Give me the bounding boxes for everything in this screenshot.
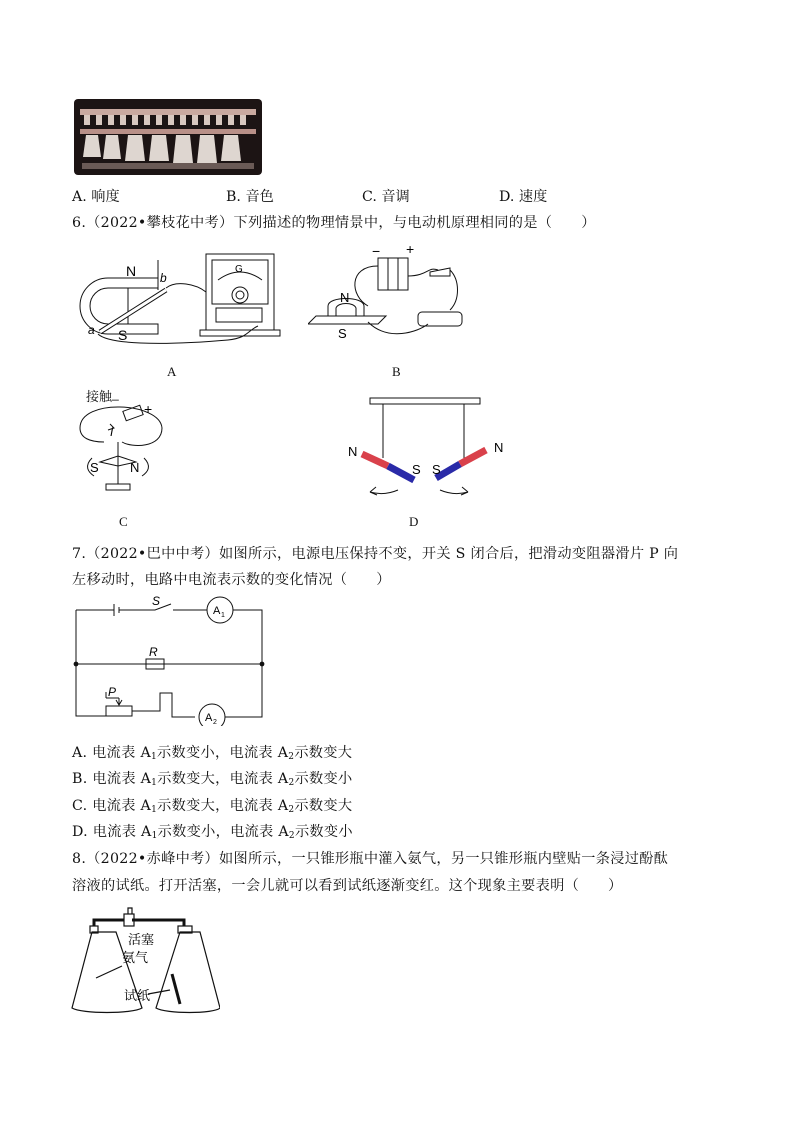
q6a-a-label: a — [88, 323, 95, 337]
q7-option-c: C. 电流表 $A_1$示数变大，电流表 $A_2$示数变大 — [72, 798, 353, 815]
q8-paper-label: 试纸 — [124, 988, 151, 1003]
q7-a2-label: A — [205, 712, 213, 724]
q8-stem-line2: 溶液的试纸。打开活塞，一会儿就可以看到试纸逐渐变红。这个现象主要表明（ ） — [72, 878, 623, 894]
q6c-plus-label: + — [144, 401, 153, 417]
q6b-plus-label: + — [406, 241, 415, 257]
q7-a2-sub: 2 — [213, 719, 217, 726]
q6d-s2-label: S — [432, 462, 441, 477]
q5-option-c: C. 音调 — [362, 189, 410, 205]
q6-stem: 6.（2022•攀枝花中考）下列描述的物理情景中，与电动机原理相同的是（ ） — [72, 215, 596, 231]
q5-option-a: A. 响度 — [72, 189, 120, 205]
q6a-b-label: b — [160, 271, 167, 285]
q6c-s-label: S — [90, 460, 99, 475]
q5-option-b: B. 音色 — [226, 189, 274, 205]
q8-stem-line1: 8.（2022•赤峰中考）如图所示，一只锥形瓶中灌入氨气，另一只锥形瓶内壁贴一条浸过酚酞 — [72, 851, 669, 867]
q6-caption-d: D — [409, 514, 419, 529]
q7-option-d: D. 电流表 $A_1$示数变小，电流表 $A_2$示数变小 — [72, 824, 353, 841]
q6-figure-a — [68, 240, 288, 356]
q7-option-a: A. 电流表 $A_1$示数变小，电流表 $A_2$示数变大 — [72, 745, 353, 762]
q6d-n1-label: N — [348, 444, 358, 459]
q6c-n-label: N — [130, 460, 140, 475]
q7-switch-s-label: S — [152, 596, 161, 608]
q7-option-b: B. 电流表 $A_1$示数变大，电流表 $A_2$示数变小 — [72, 771, 353, 788]
q6d-s1-label: S — [412, 462, 421, 477]
q6a-g-label: G — [235, 264, 243, 275]
q8-valve-label: 活塞 — [128, 932, 155, 947]
q7-stem-line2: 左移动时，电路中电流表示数的变化情况（ ） — [72, 572, 391, 588]
q6a-n-label: N — [126, 263, 137, 279]
q5-option-d: D. 速度 — [499, 189, 548, 205]
q6b-n-label: N — [340, 290, 350, 305]
q8-ammonia-label: 氨气 — [122, 950, 149, 965]
q6-figure-d — [340, 392, 510, 512]
q6c-i-label: I — [110, 425, 114, 439]
q6-caption-a: A — [167, 364, 177, 379]
q6-figure-b — [308, 236, 478, 356]
q8-flasks-diagram — [70, 904, 220, 1016]
q7-a1-sub: 1 — [221, 612, 225, 619]
q6-figure-c — [70, 384, 170, 504]
q6b-s-label: S — [338, 326, 347, 341]
q6c-touch-label: 接触 — [86, 390, 113, 405]
q7-stem-line1: 7.（2022•巴中中考）如图所示，电源电压保持不变，开关 S 闭合后，把滑动变阻器滑片 P 向 — [72, 546, 679, 562]
q6c-minus-label: _ — [112, 387, 119, 401]
q7-a1-label: A — [213, 605, 221, 617]
q6-caption-b: B — [392, 364, 401, 379]
q7-p-label: P — [108, 685, 117, 699]
q7-circuit-diagram — [70, 596, 270, 726]
q6b-minus-label: − — [372, 243, 381, 259]
q7-r-label: R — [149, 645, 158, 659]
q6a-s-label: S — [118, 327, 128, 343]
q6-caption-c: C — [119, 514, 128, 529]
q6d-n2-label: N — [494, 440, 504, 455]
bianzhong-photo — [74, 99, 262, 175]
